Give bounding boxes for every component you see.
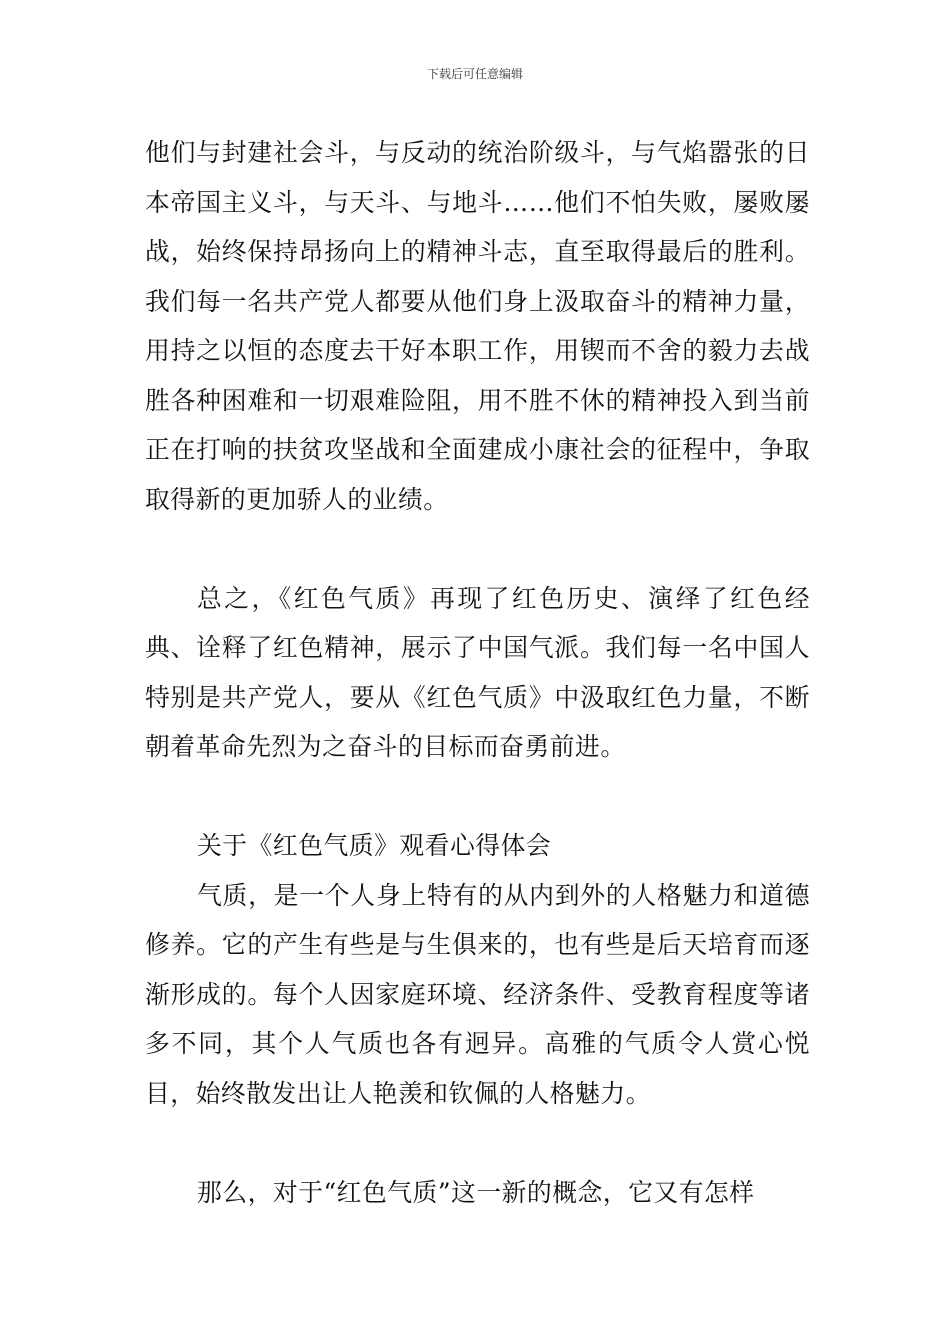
paragraph-gap xyxy=(145,524,810,574)
paragraph-conclusion: 总之，《红色气质》再现了红色历史、演绎了红色经典、诠释了红色精神，展示了中国气派。我们每一名中国人特别是共产党人，要从《红色气质》中汲取红色力量，不断朝着革命先烈为之奋斗的目标而奋勇前进。 xyxy=(145,583,810,761)
paragraph-gap xyxy=(145,772,810,822)
paragraph-struggle: 他们与封建社会斗，与反动的统治阶级斗，与气焰嚣张的日本帝国主义斗，与天斗、与地斗……他们不怕失败，屡败屡战，始终保持昂扬向上的精神斗志，直至取得最后的胜利。我们每一名共产党人都要从他们身上汲取奋斗的精神力量，用持之以恒的态度去干好本职工作，用锲而不舍的毅力去战胜各种困难和一切艰难险阻，用不胜不休的精神投入到当前正在打响的扶贫攻坚战和全面建成小康社会的征程中，争取取得新的更加骄人的业绩。 xyxy=(145,138,810,514)
section-title: 关于《红色气质》观看心得体会 xyxy=(197,831,552,860)
paragraph-temperament: 气质，是一个人身上特有的从内到外的人格魅力和道德修养。它的产生有些是与生俱来的，也有些是后天培育而逐渐形成的。每个人因家庭环境、经济条件、受教育程度等诸多不同，其个人气质也各有迥异。高雅的气质令人赏心悦目，始终散发出让人艳羡和钦佩的人格魅力。 xyxy=(145,880,810,1108)
page-header: 下载后可任意编辑 xyxy=(426,67,523,81)
paragraph-red-temperament: 那么，对于“红色气质”这一新的概念，它又有怎样 xyxy=(197,1177,755,1207)
document-body xyxy=(145,128,810,1217)
paragraph-gap xyxy=(145,1118,810,1168)
